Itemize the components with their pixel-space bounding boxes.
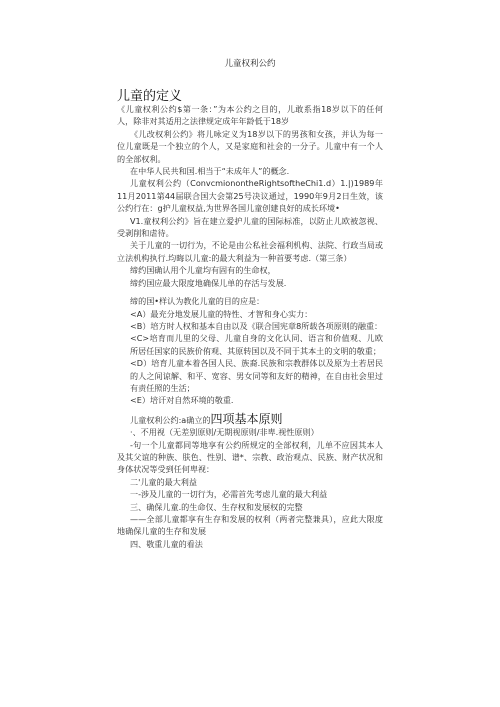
paragraph-adoption: 儿童权利公约（ConvcmionontheRightsoftheChi1.d）1.|)1989年11月2011第44届联合国大会第25号决议通过，1990年9月2日生效，该公约行在：g护儿童权益,为世界各国儿童创建良好的成长环境• <box>117 178 383 214</box>
paragraph-best-interest: 关于儿童的一切行为，不论是由公私社会福利机构、法院、行政当局或立法机构执行.均晦以儿童:的最大利益为一种首要考虑.（第三条） <box>117 240 383 263</box>
principle-three-title: 三、确保儿童.的生命仅、生存权和发展权的完整 <box>130 501 303 512</box>
principle-two-title: 二'儿童的最大利益 <box>130 476 197 487</box>
list-item-c: <C>培育而儿里的父母、儿童自身的文化认同、语言和价值观、儿欧所居任国家的民族价侑观、其原转国以及不同于其本土的文明的敬重； <box>130 333 383 356</box>
principle-three-text: ——全部儿童都享有生存和发展的权利（两者完整兼具），应此大限度地确保儿童的生存和发展 <box>117 514 383 537</box>
paragraph-definition: 《儿改权利公约》将儿咏定义为18岁以下的男孩和女孩，并认为每一位儿童既是一个独立的个人，又是家庭和社会的一分子。儿童中有一个人的全部权利。 <box>117 128 383 164</box>
document-body <box>117 103 383 550</box>
document-header-title: 儿童权利公约 <box>224 59 276 69</box>
paragraph-survival: 缔约国应最大限度地确保儿单的存活与发展. <box>130 277 287 288</box>
paragraph-minor-concept: 在中华人民共和国.相当于“未成年人”的概念. <box>130 166 290 177</box>
section-title: 儿童的定义 <box>117 88 183 104</box>
paragraph-principles-intro <box>117 413 383 426</box>
list-item-d: <D）培育儿童本着各国人民、族裔.民族和宗教群体以及原为土若居民的人之间谅解、和平、宽容、男女同等和友好的精神，在自由社会里过有责任照的生活； <box>130 358 383 393</box>
paragraph-right-to-life: 缔约国确认用个儿童均有固有的生命权， <box>130 265 276 276</box>
paragraph-article-one: 《儿童权利公约$第一条：”为本公约之目的，儿敢系指18岁以下的任何人，除非对其适用之法律规定成年年龄低于18岁 <box>117 104 383 127</box>
paragraph-purpose: V1.童权利公约》旨在建立爱护儿童的国际标准，以防止儿欧被忽视、受剥削和虐待。 <box>117 215 383 239</box>
list-item-a: <A）最充分地发展儿童的特性、才智和身心实力： <box>130 308 313 319</box>
principle-four-title: 四、敬重儿童的看法 <box>130 538 203 549</box>
principles-heading: 四项基本原则 <box>210 411 283 426</box>
list-item-b: <B）培方时人权和基本自由以及《联合国宪章8所载各项原则的融重： <box>130 320 383 331</box>
principle-two-text: 一-涉及儿童的一切行为，必需首先考虑儿童的最大利益 <box>130 489 328 500</box>
list-item-e: <E）培讦对自然环境的敬重. <box>130 395 234 406</box>
paragraph-education-aims: 缔的国•样认为教化儿童的目的应是： <box>130 296 265 307</box>
principles-prefix: 儿童权利公约:a确立的 <box>130 414 211 425</box>
principle-one-text: -句一个儿童都同等地享有公约所规定的全部权利，儿单不应因其本人及其父谊的种族、肤色、性别、谱*、宗教、政治观点、民族、财产状况和身体状况等受到任何卑视： <box>117 439 383 475</box>
principle-one-title: ·、不用视（无差别原则/无期视原则/非卑.视性原则） <box>130 427 319 438</box>
